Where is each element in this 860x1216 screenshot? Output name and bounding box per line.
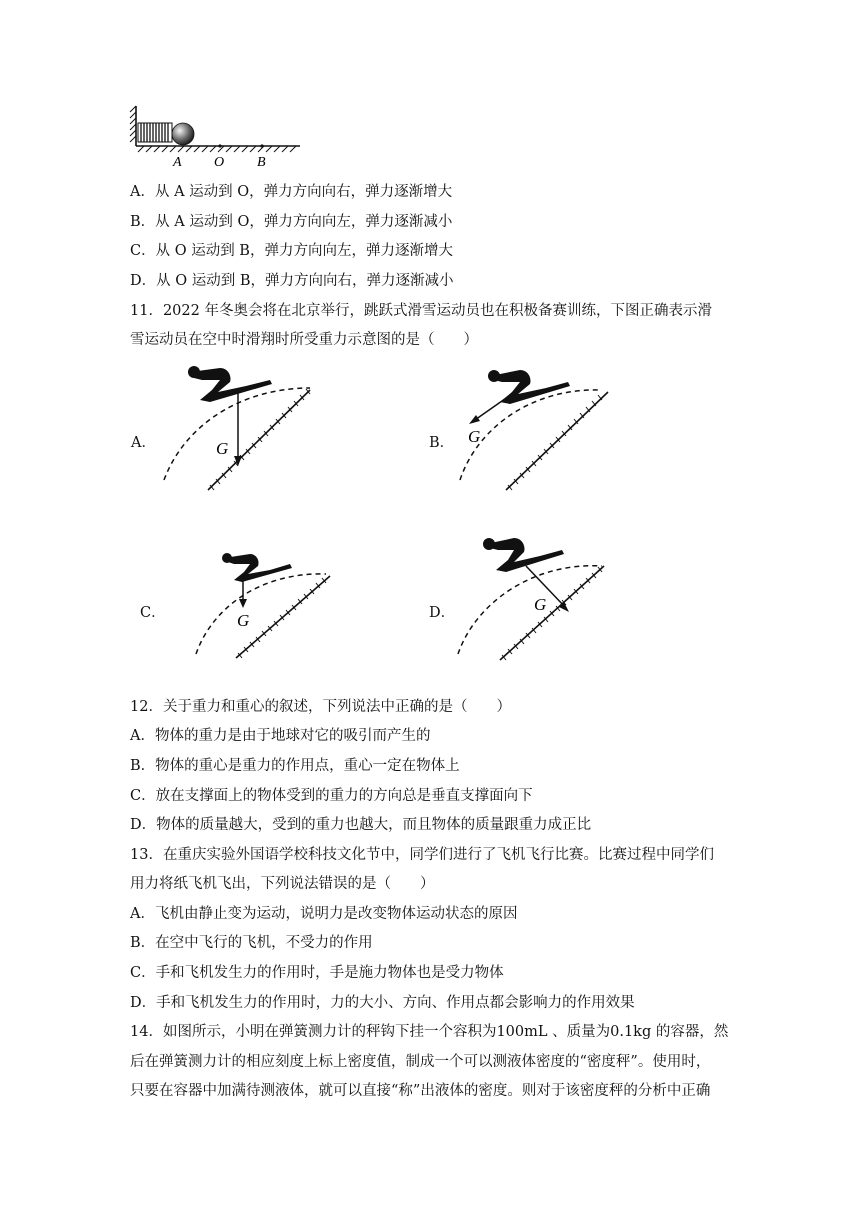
q12-stem: 12．关于重力和重心的叙述，下列说法中正确的是（ ） <box>130 699 511 715</box>
q11-option-b-label: B． <box>429 435 455 451</box>
gravity-label-b: G <box>468 427 481 446</box>
q11-option-c-label: C． <box>140 605 166 621</box>
q11-option-d-label: D． <box>429 605 456 621</box>
point-a-label: A <box>173 155 182 170</box>
q12-option-d: D．物体的质量越大，受到的重力也越大，而且物体的质量跟重力成正比 <box>130 817 592 833</box>
q13-stem-line-1: 13．在重庆实验外国语学校科技文化节中，同学们进行了飞机飞行比赛。比赛过程中同学们 <box>130 847 714 863</box>
skier-figure-d[interactable] <box>452 532 616 664</box>
q10-option-a: A．从 A 运动到 O，弹力方向向右，弹力逐渐增大 <box>130 184 453 200</box>
q11-stem-line-2: 雪运动员在空中时滑翔时所受重力示意图的是（ ） <box>130 332 478 348</box>
gravity-label-a: G <box>216 439 229 458</box>
q11-stem-line-1: 11．2022 年冬奥会将在北京举行，跳跃式滑雪运动员也在积极备赛训练，下图正确表示滑 <box>130 303 712 319</box>
skier-figure-c[interactable] <box>190 544 340 662</box>
q13-option-b: B．在空中飞行的飞机，不受力的作用 <box>130 935 373 951</box>
q14-stem-line-1: 14．如图所示，小明在弹簧测力计的秤钩下挂一个容积为100mL 、质量为0.1kg 的容器，然 <box>130 1024 729 1040</box>
point-o-label: O <box>214 155 225 170</box>
q10-option-c: C．从 O 运动到 B，弹力方向向左，弹力逐渐增大 <box>130 243 453 259</box>
q11-option-a-label: A． <box>131 435 156 451</box>
q13-option-a: A．飞机由静止变为运动，说明力是改变物体运动状态的原因 <box>130 906 518 922</box>
spring-ball-figure <box>128 104 304 170</box>
skier-figure-b[interactable] <box>450 362 620 494</box>
q12-option-a: A．物体的重力是由于地球对它的吸引而产生的 <box>130 728 431 744</box>
q12-option-c: C．放在支撑面上的物体受到的重力的方向总是垂直支撑面向下 <box>130 788 533 804</box>
q14-stem-line-2: 后在弹簧测力计的相应刻度上标上密度值，制成一个可以测液体密度的“密度秤”。使用时， <box>130 1054 711 1070</box>
q13-option-c: C．手和飞机发生力的作用时，手是施力物体也是受力物体 <box>130 965 504 981</box>
gravity-label-d: G <box>534 595 547 614</box>
q14-stem-line-3: 只要在容器中加满待测液体，就可以直接“称”出液体的密度。则对于该密度秤的分析中正确 <box>130 1083 711 1099</box>
gravity-label-c: G <box>237 611 250 630</box>
point-b-label: B <box>257 155 266 170</box>
skier-figure-a[interactable] <box>150 362 330 494</box>
q13-option-d: D．手和飞机发生力的作用时，力的大小、方向、作用点都会影响力的作用效果 <box>130 995 635 1011</box>
q13-stem-line-2: 用力将纸飞机飞出，下列说法错误的是（ ） <box>130 876 435 892</box>
q10-option-d: D．从 O 运动到 B，弹力方向向右，弹力逐渐减小 <box>130 273 454 289</box>
q12-option-b: B．物体的重心是重力的作用点，重心一定在物体上 <box>130 758 460 774</box>
q10-option-b: B．从 A 运动到 O，弹力方向向左，弹力逐渐减小 <box>130 214 453 230</box>
